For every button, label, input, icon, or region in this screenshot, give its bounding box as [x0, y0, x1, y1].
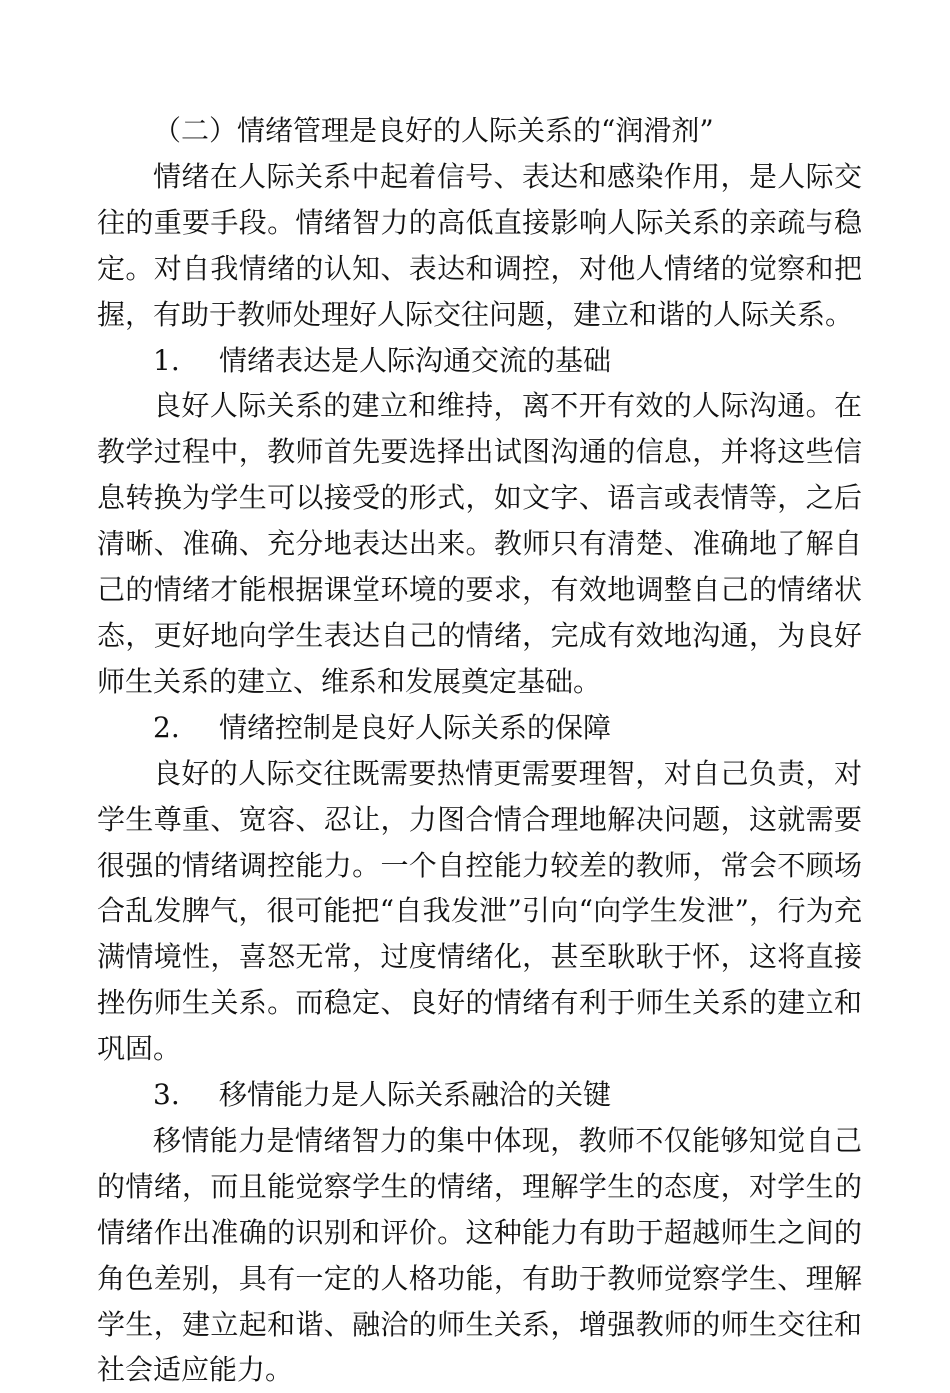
paragraph-2: 良好的人际交往既需要热情更需要理智，对自己负责，对学生尊重、宽容、忍让，力图合情合理地解决问题，这就需要很强的情绪调控能力。一个自控能力较差的教师，常会不顾场合乱发脾气，很可能把“自我发泄”引向“向学生发泄”，行为充满情境性，喜怒无常，过度情绪化，甚至耿耿于怀，这将直接挫伤师生关系。而稳定、良好的情绪有利于师生关系的建立和巩固。	[97, 756, 862, 1066]
section-intro-paragraph: 情绪在人际关系中起着信号、表达和感染作用，是人际交往的重要手段。情绪智力的高低直接影响人际关系的亲疏与稳定。对自我情绪的认知、表达和调控，对他人情绪的觉察和把握，有助于教师处理好人际交往问题，建立和谐的人际关系。	[97, 159, 862, 331]
paragraph-3: 移情能力是情绪智力的集中体现，教师不仅能够知觉自己的情绪，而且能觉察学生的情绪，理解学生的态度，对学生的情绪作出准确的识别和评价。这种能力有助于超越师生之间的角色差别，具有一定的人格功能，有助于教师觉察学生、理解学生，建立起和谐、融洽的师生关系，增强教师的师生交往和社会适应能力。	[97, 1123, 862, 1387]
subheading-1-number: 1.	[153, 343, 180, 377]
subheading-3-title: 移情能力是人际关系融洽的关键	[219, 1078, 612, 1112]
section-heading: （二）情绪管理是良好的人际关系的“润滑剂”	[153, 114, 714, 147]
paragraph-1: 良好人际关系的建立和维持，离不开有效的人际沟通。在教学过程中，教师首先要选择出试图沟通的信息，并将这些信息转换为学生可以接受的形式，如文字、语言或表情等，之后清晰、准确、充分地表达出来。教师只有清楚、准确地了解自己的情绪才能根据课堂环境的要求，有效地调整自己的情绪状态，更好地向学生表达自己的情绪，完成有效地沟通，为良好师生关系的建立、维系和发展奠定基础。	[97, 389, 862, 698]
subheading-3-number: 3.	[153, 1078, 180, 1112]
subheading-1-title: 情绪表达是人际沟通交流的基础	[219, 343, 612, 377]
subheading-2-title: 情绪控制是良好人际关系的保障	[219, 710, 612, 744]
subheading-2-number: 2.	[153, 710, 180, 744]
document-body	[97, 108, 862, 1393]
subheading-1	[97, 338, 862, 384]
subheading-3	[97, 1072, 862, 1118]
subheading-2	[97, 705, 862, 751]
